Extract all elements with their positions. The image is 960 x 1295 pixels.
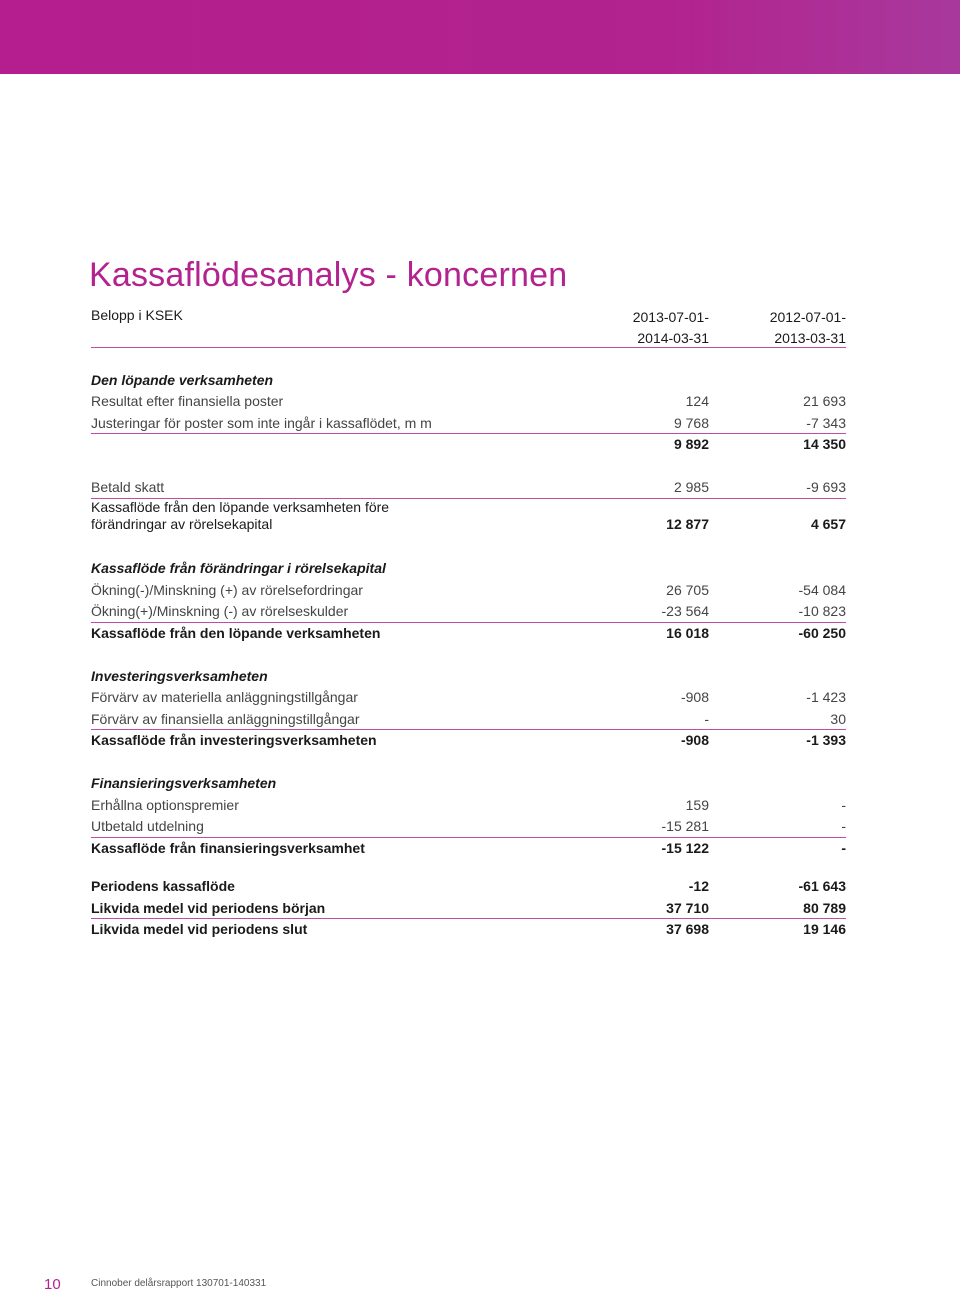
table-row: Ökning(-)/Minskning (+) av rörelsefordringar 26 705 -54 084: [91, 581, 846, 598]
column-current-end: 2014-03-31: [637, 330, 709, 346]
summary-row: Likvida medel vid periodens slut 37 698 19 146: [91, 921, 846, 937]
subtotal-row: 9 892 14 350: [673, 436, 846, 452]
cash-flow-table: [91, 303, 846, 941]
page-title: Kassaflödesanalys - koncernen: [89, 256, 568, 294]
column-previous-end: 2013-03-31: [774, 330, 846, 346]
column-previous-period: [770, 307, 846, 349]
column-previous-start: 2012-07-01-: [769, 309, 846, 325]
table-row: Förvärv av finansiella anläggningstillgångar - 30: [91, 709, 846, 731]
section-heading-working-capital: Kassaflöde från förändringar i rörelsekapital: [91, 560, 386, 576]
subtotal-row: Kassaflöde från den löpande verksamheten före förändringar av rörelsekapital 12 877 4 657: [91, 498, 846, 532]
amount-unit-label: Belopp i KSEK: [91, 307, 183, 323]
table-row: Utbetald utdelning -15 281 -: [91, 816, 846, 838]
footer-text: Cinnober delårsrapport 130701-140331: [91, 1278, 267, 1289]
top-color-band: [0, 0, 960, 74]
table-row: Ökning(+)/Minskning (-) av rörelseskulder -23 564 -10 823: [91, 601, 846, 623]
total-row: Kassaflöde från den löpande verksamheten 16 018 -60 250: [91, 624, 846, 641]
section-heading-operating: Den löpande verksamheten: [91, 371, 274, 388]
table-header: [91, 303, 846, 348]
section-heading-investing: Investeringsverksamheten: [91, 667, 268, 684]
table-row: Erhållna optionspremier 159 -: [91, 796, 846, 813]
section-heading-financing: Finansieringsverksamheten: [91, 775, 277, 791]
summary-row: Periodens kassaflöde -12 -61 643: [91, 878, 846, 894]
column-current-period: [633, 307, 709, 349]
table-row: Betald skatt 2 985 -9 693: [91, 477, 846, 499]
total-row: Kassaflöde från finansieringsverksamhet -15 122 -: [91, 839, 846, 856]
column-current-start: 2013-07-01-: [632, 309, 709, 325]
table-row: Resultat efter finansiella poster 124 21 693: [91, 393, 846, 409]
table-row: Förvärv av materiella anläggningstillgångar -908 -1 423: [91, 689, 846, 705]
total-row: Kassaflöde från investeringsverksamheten -908 -1 393: [91, 732, 846, 748]
page-number: 10: [44, 1276, 61, 1293]
table-row: Justeringar för poster som inte ingår i kassaflödet, m m 9 768 -7 343: [91, 413, 846, 435]
summary-row: Likvida medel vid periodens början 37 710 80 789: [91, 898, 846, 920]
